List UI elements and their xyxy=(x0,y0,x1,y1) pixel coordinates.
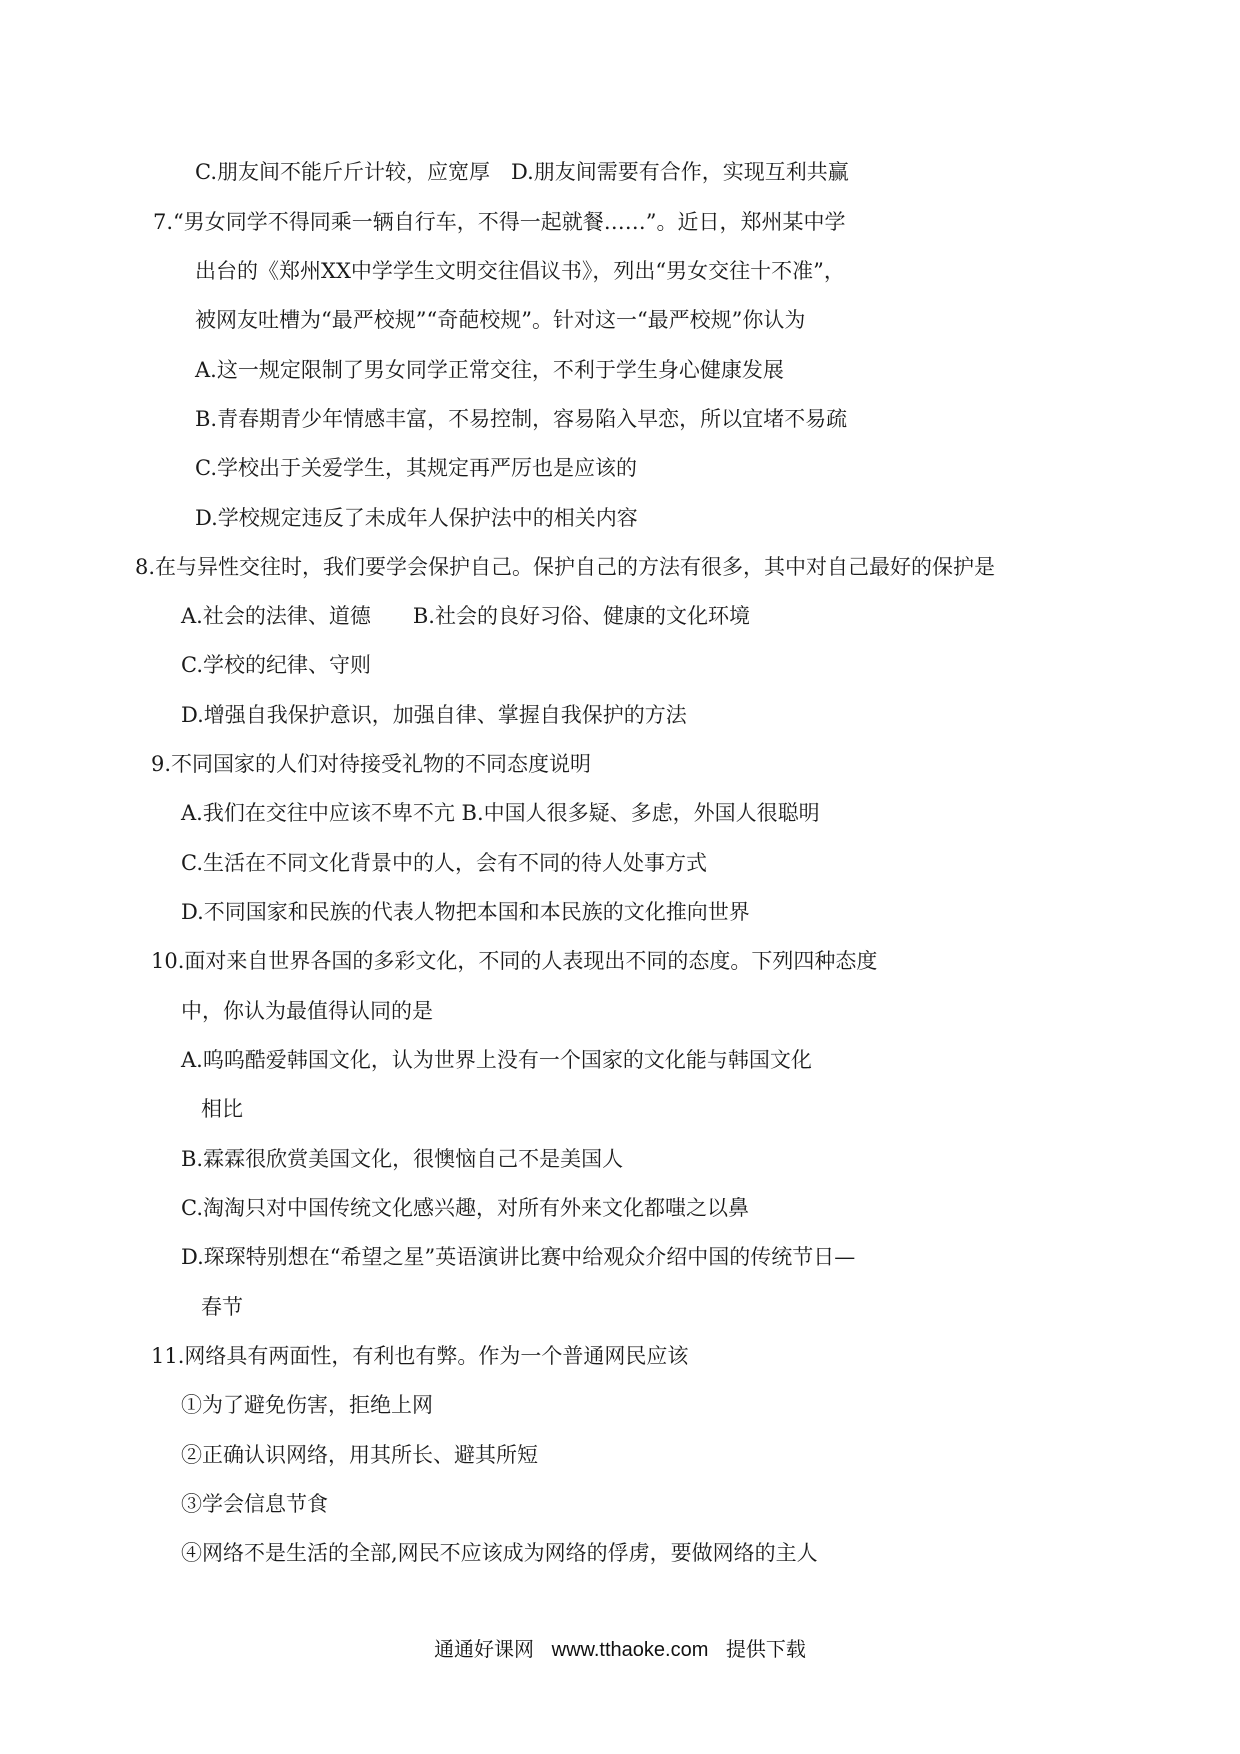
question-10-option-d: D.琛琛特别想在“希望之星”英语演讲比赛中给观众介绍中国的传统节日— xyxy=(181,1245,856,1269)
question-11-item-2: ②正确认识网络，用其所长、避其所短 xyxy=(181,1443,538,1467)
question-9-stem: 9.不同国家的人们对待接受礼物的不同态度说明 xyxy=(151,752,592,776)
question-7-option-c: C.学校出于关爱学生，其规定再严厉也是应该的 xyxy=(195,456,637,480)
question-7-option-a: A.这一规定限制了男女同学正常交往，不利于学生身心健康发展 xyxy=(195,358,784,382)
question-10-option-a-cont: 相比 xyxy=(201,1097,243,1121)
question-10-stem: 10.面对来自世界各国的多彩文化，不同的人表现出不同的态度。下列四种态度 xyxy=(151,949,878,973)
question-8-option-c: C.学校的纪律、守则 xyxy=(181,653,371,677)
footer-site-name: 通通好课网 xyxy=(434,1639,535,1661)
page-footer xyxy=(0,1636,1240,1664)
footer-url[interactable]: www.tthaoke.com xyxy=(551,1639,709,1661)
question-10-stem-line-2: 中，你认为最值得认同的是 xyxy=(181,999,433,1023)
question-8-option-ab: A.社会的法律、道德 B.社会的良好习俗、健康的文化环境 xyxy=(181,604,750,628)
question-6-option-cd: C.朋友间不能斤斤计较，应宽厚 D.朋友间需要有合作，实现互利共赢 xyxy=(195,160,849,184)
question-10-option-b: B.霖霖很欣赏美国文化，很懊恼自己不是美国人 xyxy=(181,1147,624,1171)
question-11-item-4: ④网络不是生活的全部,网民不应该成为网络的俘虏，要做网络的主人 xyxy=(181,1541,818,1565)
question-9-option-c: C.生活在不同文化背景中的人，会有不同的待人处事方式 xyxy=(181,851,707,875)
question-11-stem: 11.网络具有两面性，有利也有弊。作为一个普通网民应该 xyxy=(151,1344,689,1368)
footer-suffix: 提供下载 xyxy=(725,1639,806,1661)
question-9-option-ab: A.我们在交往中应该不卑不亢 B.中国人很多疑、多虑，外国人很聪明 xyxy=(181,801,820,825)
question-7-option-d: D.学校规定违反了未成年人保护法中的相关内容 xyxy=(195,506,638,530)
question-10-option-a: A.呜呜酷爱韩国文化，认为世界上没有一个国家的文化能与韩国文化 xyxy=(181,1048,812,1072)
question-7-stem-line-3: 被网友吐槽为“最严校规”“奇葩校规”。针对这一“最严校规”你认为 xyxy=(195,308,806,332)
question-7-option-b: B.青春期青少年情感丰富，不易控制，容易陷入早恋，所以宜堵不易疏 xyxy=(195,407,848,431)
question-11-item-3: ③学会信息节食 xyxy=(181,1492,328,1516)
question-8-option-d: D.增强自我保护意识，加强自律、掌握自我保护的方法 xyxy=(181,703,687,727)
question-9-option-d: D.不同国家和民族的代表人物把本国和本民族的文化推向世界 xyxy=(181,900,750,924)
question-10-option-d-cont: 春节 xyxy=(201,1295,243,1319)
question-7-stem-line-2: 出台的《郑州XX中学学生文明交往倡议书》，列出“男女交往十不准”， xyxy=(195,259,845,283)
question-8-stem: 8.在与异性交往时，我们要学会保护自己。保护自己的方法有很多，其中对自己最好的保护是 xyxy=(135,555,996,579)
question-11-item-1: ①为了避免伤害，拒绝上网 xyxy=(181,1393,433,1417)
question-7-stem: 7.“男女同学不得同乘一辆自行车，不得一起就餐……”。近日，郑州某中学 xyxy=(153,210,846,234)
question-10-option-c: C.淘淘只对中国传统文化感兴趣，对所有外来文化都嗤之以鼻 xyxy=(181,1196,749,1220)
